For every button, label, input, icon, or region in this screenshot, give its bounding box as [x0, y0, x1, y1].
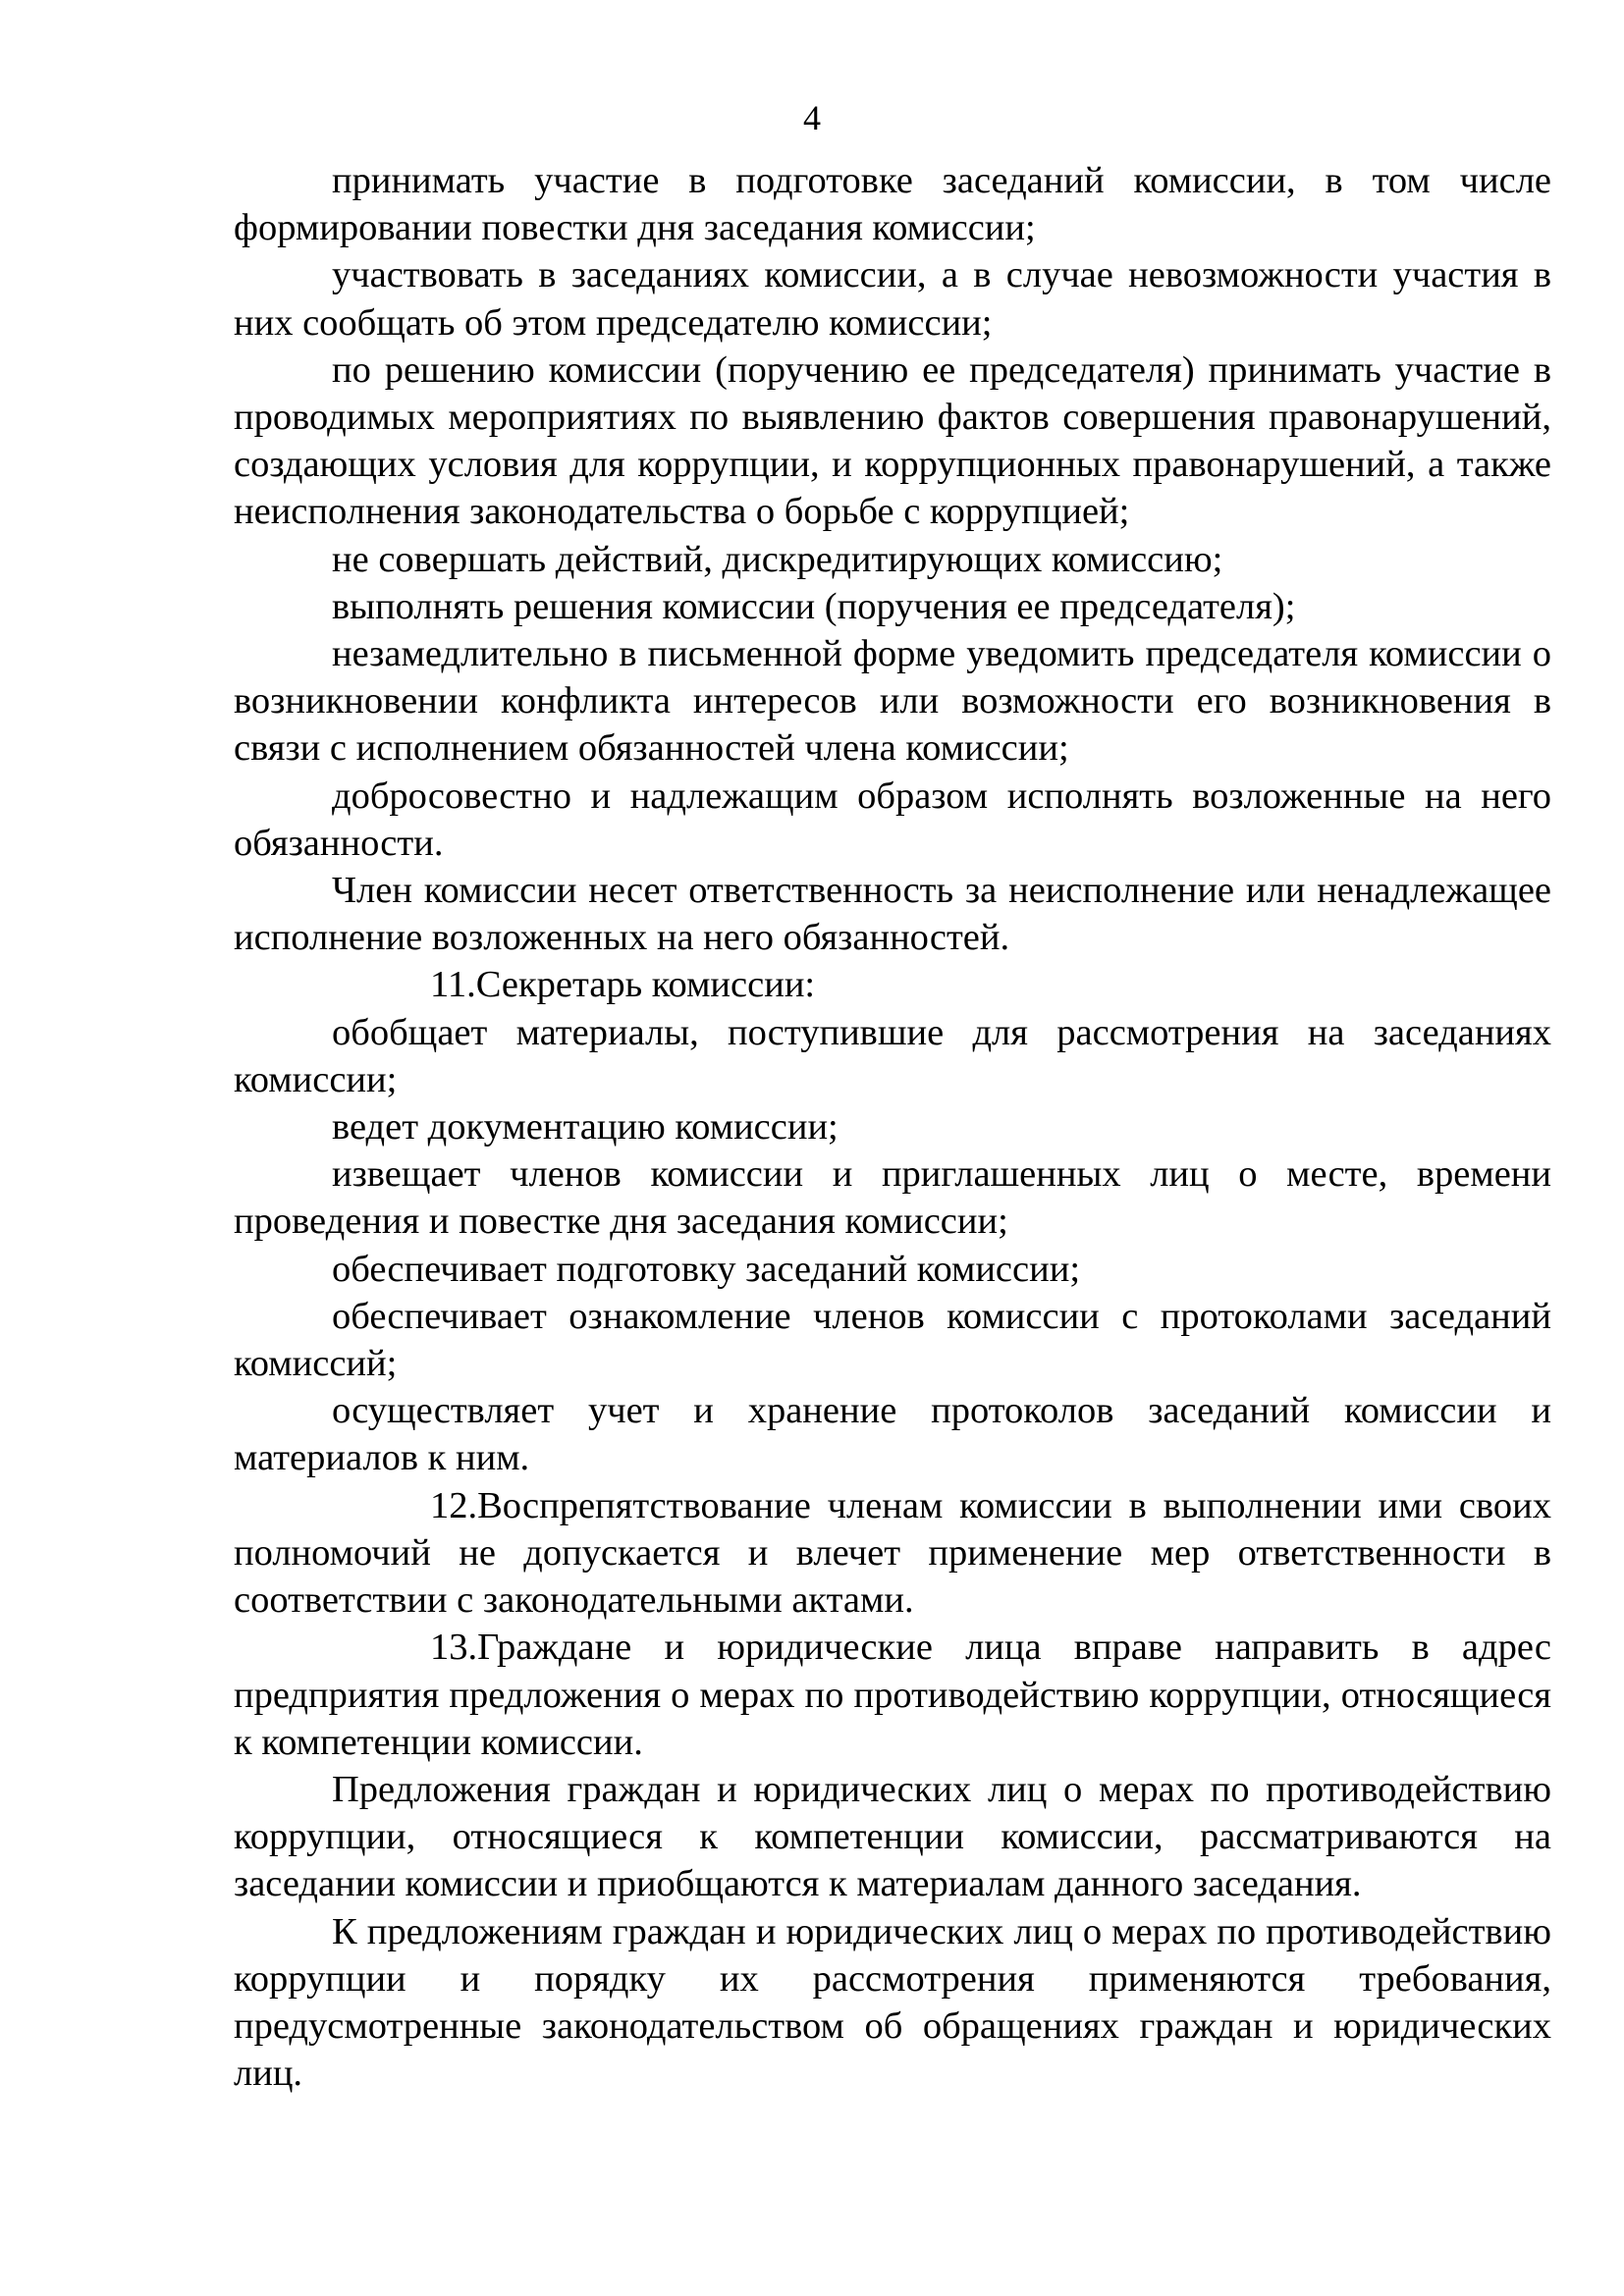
paragraph-text: Член комиссии несет ответственность за неисполнение или ненадлежащее исполнение возложенных на него обязанностей.: [234, 870, 1551, 959]
paragraph-text: обеспечивает ознакомление членов комиссии с протоколами заседаний комиссий;: [234, 1295, 1551, 1385]
paragraph: [234, 251, 1551, 346]
paragraph-text: обеспечивает подготовку заседаний комиссии;: [332, 1248, 1081, 1290]
paragraph: [234, 1766, 1551, 1908]
paragraph-text: К предложениям граждан и юридических лиц о мерах по противодействию коррупции и порядку их рассмотрения применяются требования, предусмотренные законодательством об обращениях граждан и юридических лиц.: [234, 1910, 1551, 2095]
paragraph-text: добросовестно и надлежащим образом исполнять возложенные на него обязанности.: [234, 774, 1551, 864]
paragraph: [234, 536, 1551, 583]
paragraph: [234, 1246, 1551, 1293]
paragraph-text: осуществляет учет и хранение протоколов заседаний комиссии и материалов к ним.: [234, 1390, 1551, 1479]
paragraph-text: Секретарь комиссии:: [475, 964, 816, 1006]
numbered-paragraph-11: [234, 961, 1551, 1008]
paragraph-text: ведет документацию комиссии;: [332, 1106, 839, 1148]
paragraph: [234, 773, 1551, 867]
paragraph-text: Предложения граждан и юридических лиц о мерах по противодействию коррупции, относящиеся к компетенции комиссии, рассматриваются на заседании комиссии и приобщаются к материалам данного заседания.: [234, 1768, 1551, 1905]
page-number: 4: [803, 98, 821, 137]
paragraph: [234, 1009, 1551, 1103]
paragraph-text: принимать участие в подготовке заседаний комиссии, в том числе формировании повестки дня заседания комиссии;: [234, 160, 1551, 249]
document-body: [234, 157, 1551, 2097]
paragraph-text: участвовать в заседаниях комиссии, а в случае невозможности участия в них сообщать об этом председателю комиссии;: [234, 254, 1551, 344]
paragraph-text: извещает членов комиссии и приглашенных лиц о месте, времени проведения и повестке дня заседания комиссии;: [234, 1153, 1551, 1243]
paragraph: [234, 1103, 1551, 1150]
numbered-paragraph-13: [234, 1624, 1551, 1766]
paragraph-text: Воспрепятствование членам комиссии в выполнении ими своих полномочий не допускается и влечет применение мер ответственности в соответствии с законодательными актами.: [234, 1484, 1551, 1622]
numbered-paragraph-12: [234, 1482, 1551, 1625]
paragraph: [234, 1908, 1551, 2098]
paragraph-text: не совершать действий, дискредитирующих комиссию;: [332, 538, 1223, 580]
paragraph-text: выполнять решения комиссии (поручения ее председателя);: [332, 585, 1296, 627]
paragraph: [234, 630, 1551, 773]
paragraph: [234, 347, 1551, 536]
paragraph: [234, 867, 1551, 961]
paragraph-number: 13.: [430, 1627, 478, 1669]
paragraph-text: обобщает материалы, поступившие для рассмотрения на заседаниях комиссии;: [234, 1011, 1551, 1100]
paragraph-text: по решению комиссии (поручению ее председателя) принимать участие в проводимых мероприятиях по выявлению фактов совершения правонарушений, создающих условия для коррупции, и коррупционных правонарушений, а также неисполнения законодательства о борьбе с коррупцией;: [234, 348, 1551, 533]
paragraph-number: 12.: [430, 1484, 478, 1526]
paragraph: [234, 1387, 1551, 1481]
paragraph: [234, 1150, 1551, 1245]
paragraph: [234, 1293, 1551, 1387]
paragraph: [234, 583, 1551, 630]
paragraph-number: 11.: [430, 964, 476, 1006]
paragraph: [234, 157, 1551, 251]
paragraph-text: Граждане и юридические лица вправе направить в адрес предприятия предложения о мерах по противодействию коррупции, относящиеся к компетенции комиссии.: [234, 1627, 1551, 1763]
paragraph-text: незамедлительно в письменной форме уведомить председателя комиссии о возникновении конфликта интересов или возможности его возникновения в связи с исполнением обязанностей члена комиссии;: [234, 633, 1551, 770]
